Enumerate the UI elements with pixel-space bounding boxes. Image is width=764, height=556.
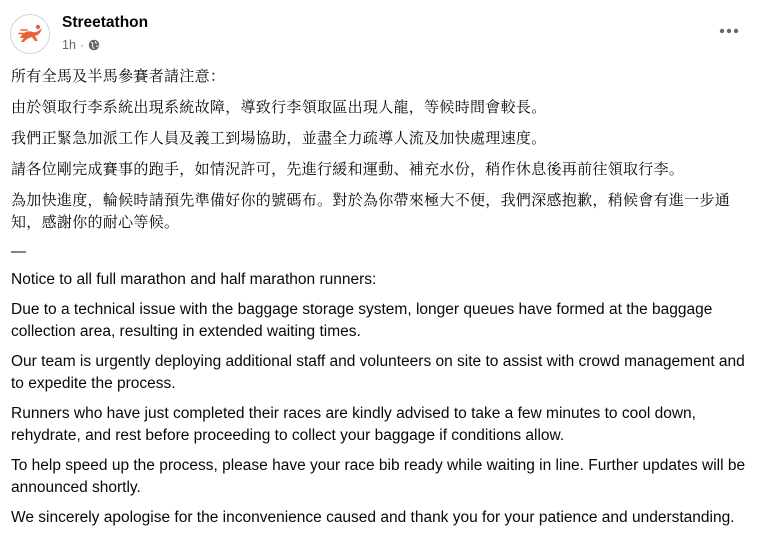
en-paragraph: To help speed up the process, please have your race bib ready while waiting in line. Further updates will be announced shortly. <box>11 457 746 496</box>
en-paragraph: Notice to all full marathon and half marathon runners: <box>11 271 377 288</box>
globe-icon <box>88 39 100 51</box>
post-meta <box>62 38 100 52</box>
more-options-icon <box>719 28 739 34</box>
post-time[interactable]: 1h <box>62 38 76 52</box>
avatar[interactable] <box>10 14 50 54</box>
zh-paragraph: 由於領取行李系統出現系統故障，導致行李領取區出現人龍，等候時間會較長。 <box>11 98 547 116</box>
english-message <box>11 269 754 529</box>
more-options-button[interactable] <box>716 18 742 44</box>
author-name[interactable]: Streetathon <box>62 14 149 31</box>
post-header <box>10 12 754 56</box>
zh-paragraph: 所有全馬及半馬參賽者請注意： <box>11 67 226 85</box>
section-separator: — <box>11 243 26 260</box>
en-paragraph: Runners who have just completed their races are kindly advised to take a few minutes to cool down, rehydrate, and rest before proceeding to collect your baggage if conditions allow. <box>11 405 696 444</box>
post-body <box>11 65 754 537</box>
zh-paragraph: 我們正緊急加派工作人員及義工到場協助，並盡全力疏導人流及加快處理速度。 <box>11 129 547 147</box>
chinese-message <box>11 65 754 233</box>
meta-separator: · <box>79 38 84 52</box>
en-paragraph: We sincerely apologise for the inconvenience caused and thank you for your patience and understanding. <box>11 509 735 526</box>
zh-paragraph: 請各位剛完成賽事的跑手，如情況許可，先進行緩和運動、補充水份，稍作休息後再前往領取行李。 <box>11 160 685 178</box>
en-paragraph: Our team is urgently deploying additional staff and volunteers on site to assist with crowd management and to expedite the process. <box>11 353 745 392</box>
zh-paragraph: 為加快進度，輪候時請預先準備好你的號碼布。對於為你帶來極大不便，我們深感抱歉，稍候會有進一步通知，感謝你的耐心等候。 <box>11 191 731 231</box>
en-paragraph: Due to a technical issue with the baggage storage system, longer queues have formed at the baggage collection area, resulting in extended waiting times. <box>11 301 713 340</box>
streetathon-logo-icon <box>11 15 50 54</box>
